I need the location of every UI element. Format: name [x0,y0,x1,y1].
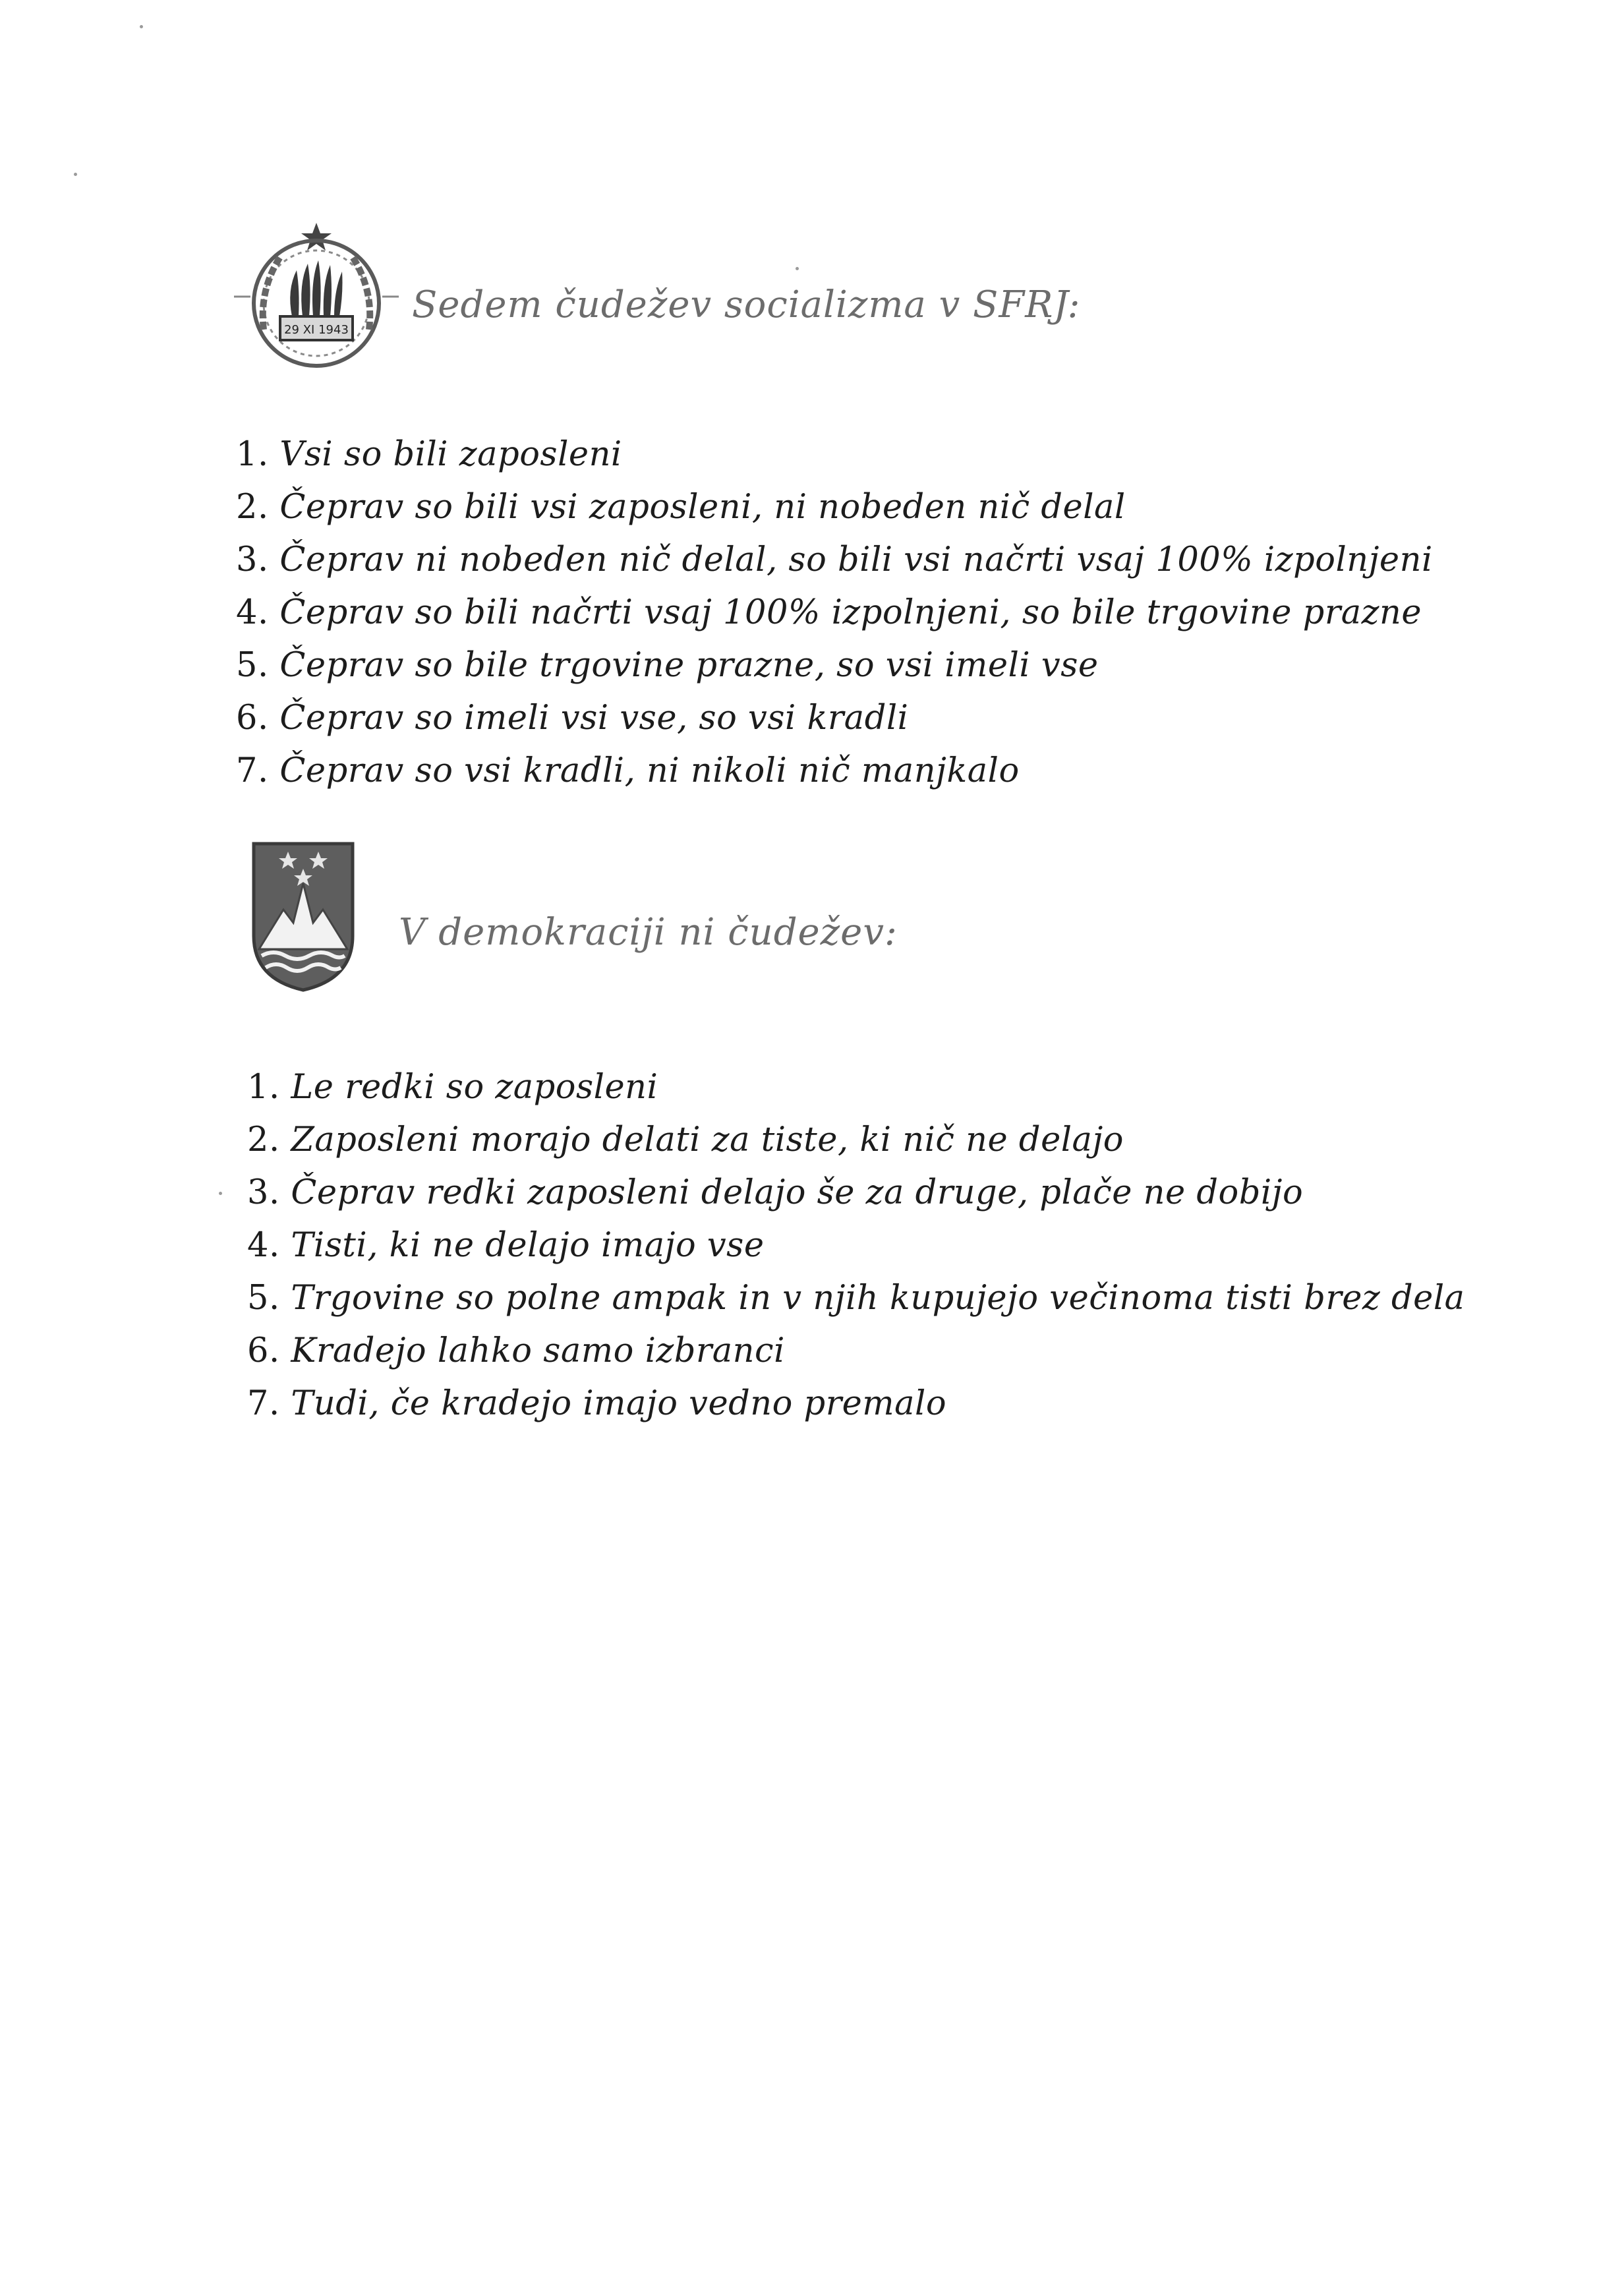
list-item [247,1219,1465,1272]
list-item [247,1325,1465,1378]
item-text: Čeprav so bile trgovine prazne, so vsi imeli vse [279,646,1099,685]
item-text: Tisti, ki ne delajo imajo vse [291,1226,765,1265]
sfrj-section [0,218,1624,811]
item-number: 4. [236,593,269,632]
sfrj-heading-row [234,218,1486,369]
list-item [236,534,1433,587]
sfrj-list [236,428,1433,798]
item-number: 1. [236,435,269,474]
list-item [236,639,1433,692]
scan-speck [74,173,77,176]
slovenia-heading-row [247,837,1499,989]
item-text: Vsi so bili zaposleni [279,435,622,474]
item-number: 6. [247,1331,280,1370]
slovenia-list [247,1061,1465,1430]
item-number: 5. [236,646,269,685]
item-text: Trgovine so polne ampak in v njih kupujejo večinoma tisti brez dela [291,1279,1465,1318]
list-item [236,745,1433,798]
list-item [236,428,1433,481]
item-text: Zaposleni morajo delati za tiste, ki nič ne delajo [291,1121,1124,1159]
list-item [236,481,1433,534]
item-number: 3. [236,540,269,579]
list-item [236,587,1433,639]
list-item [247,1272,1465,1325]
item-number: 5. [247,1279,280,1318]
item-number: 2. [247,1121,280,1159]
sfrj-coat-of-arms-icon [234,218,399,376]
list-item [247,1378,1465,1430]
sfrj-heading: Sedem čudežev socializma v SFRJ: [412,283,1081,326]
list-item [247,1061,1465,1114]
slovenia-section [0,837,1624,1463]
list-item [236,692,1433,745]
list-item [247,1167,1465,1219]
item-text: Čeprav redki zaposleni delajo še za druge, plače ne dobijo [291,1173,1304,1212]
slovenia-coat-of-arms-icon [247,837,359,995]
item-text: Čeprav so vsi kradli, ni nikoli nič manjkalo [279,751,1020,790]
item-text: Le redki so zaposleni [291,1068,658,1107]
list-item [247,1114,1465,1167]
item-number: 2. [236,488,269,527]
item-number: 4. [247,1226,280,1265]
item-number: 1. [247,1068,280,1107]
item-text: Čeprav so bili vsi zaposleni, ni nobeden nič delal [279,488,1126,527]
item-text: Tudi, če kradejo imajo vedno premalo [291,1384,947,1423]
scan-speck [140,25,143,28]
item-number: 3. [247,1173,280,1212]
item-text: Čeprav so bili načrti vsaj 100% izpolnjeni, so bile trgovine prazne [279,593,1422,632]
item-number: 7. [247,1384,280,1423]
slovenia-heading: V demokraciji ni čudežev: [399,911,898,954]
item-text: Kradejo lahko samo izbranci [291,1331,785,1370]
item-text: Čeprav so imeli vsi vse, so vsi kradli [279,699,909,738]
sfrj-emblem-ribbon: 29 XI 1943 [284,323,349,337]
item-number: 6. [236,699,269,738]
item-number: 7. [236,751,269,790]
item-text: Čeprav ni nobeden nič delal, so bili vsi načrti vsaj 100% izpolnjeni [279,540,1433,579]
